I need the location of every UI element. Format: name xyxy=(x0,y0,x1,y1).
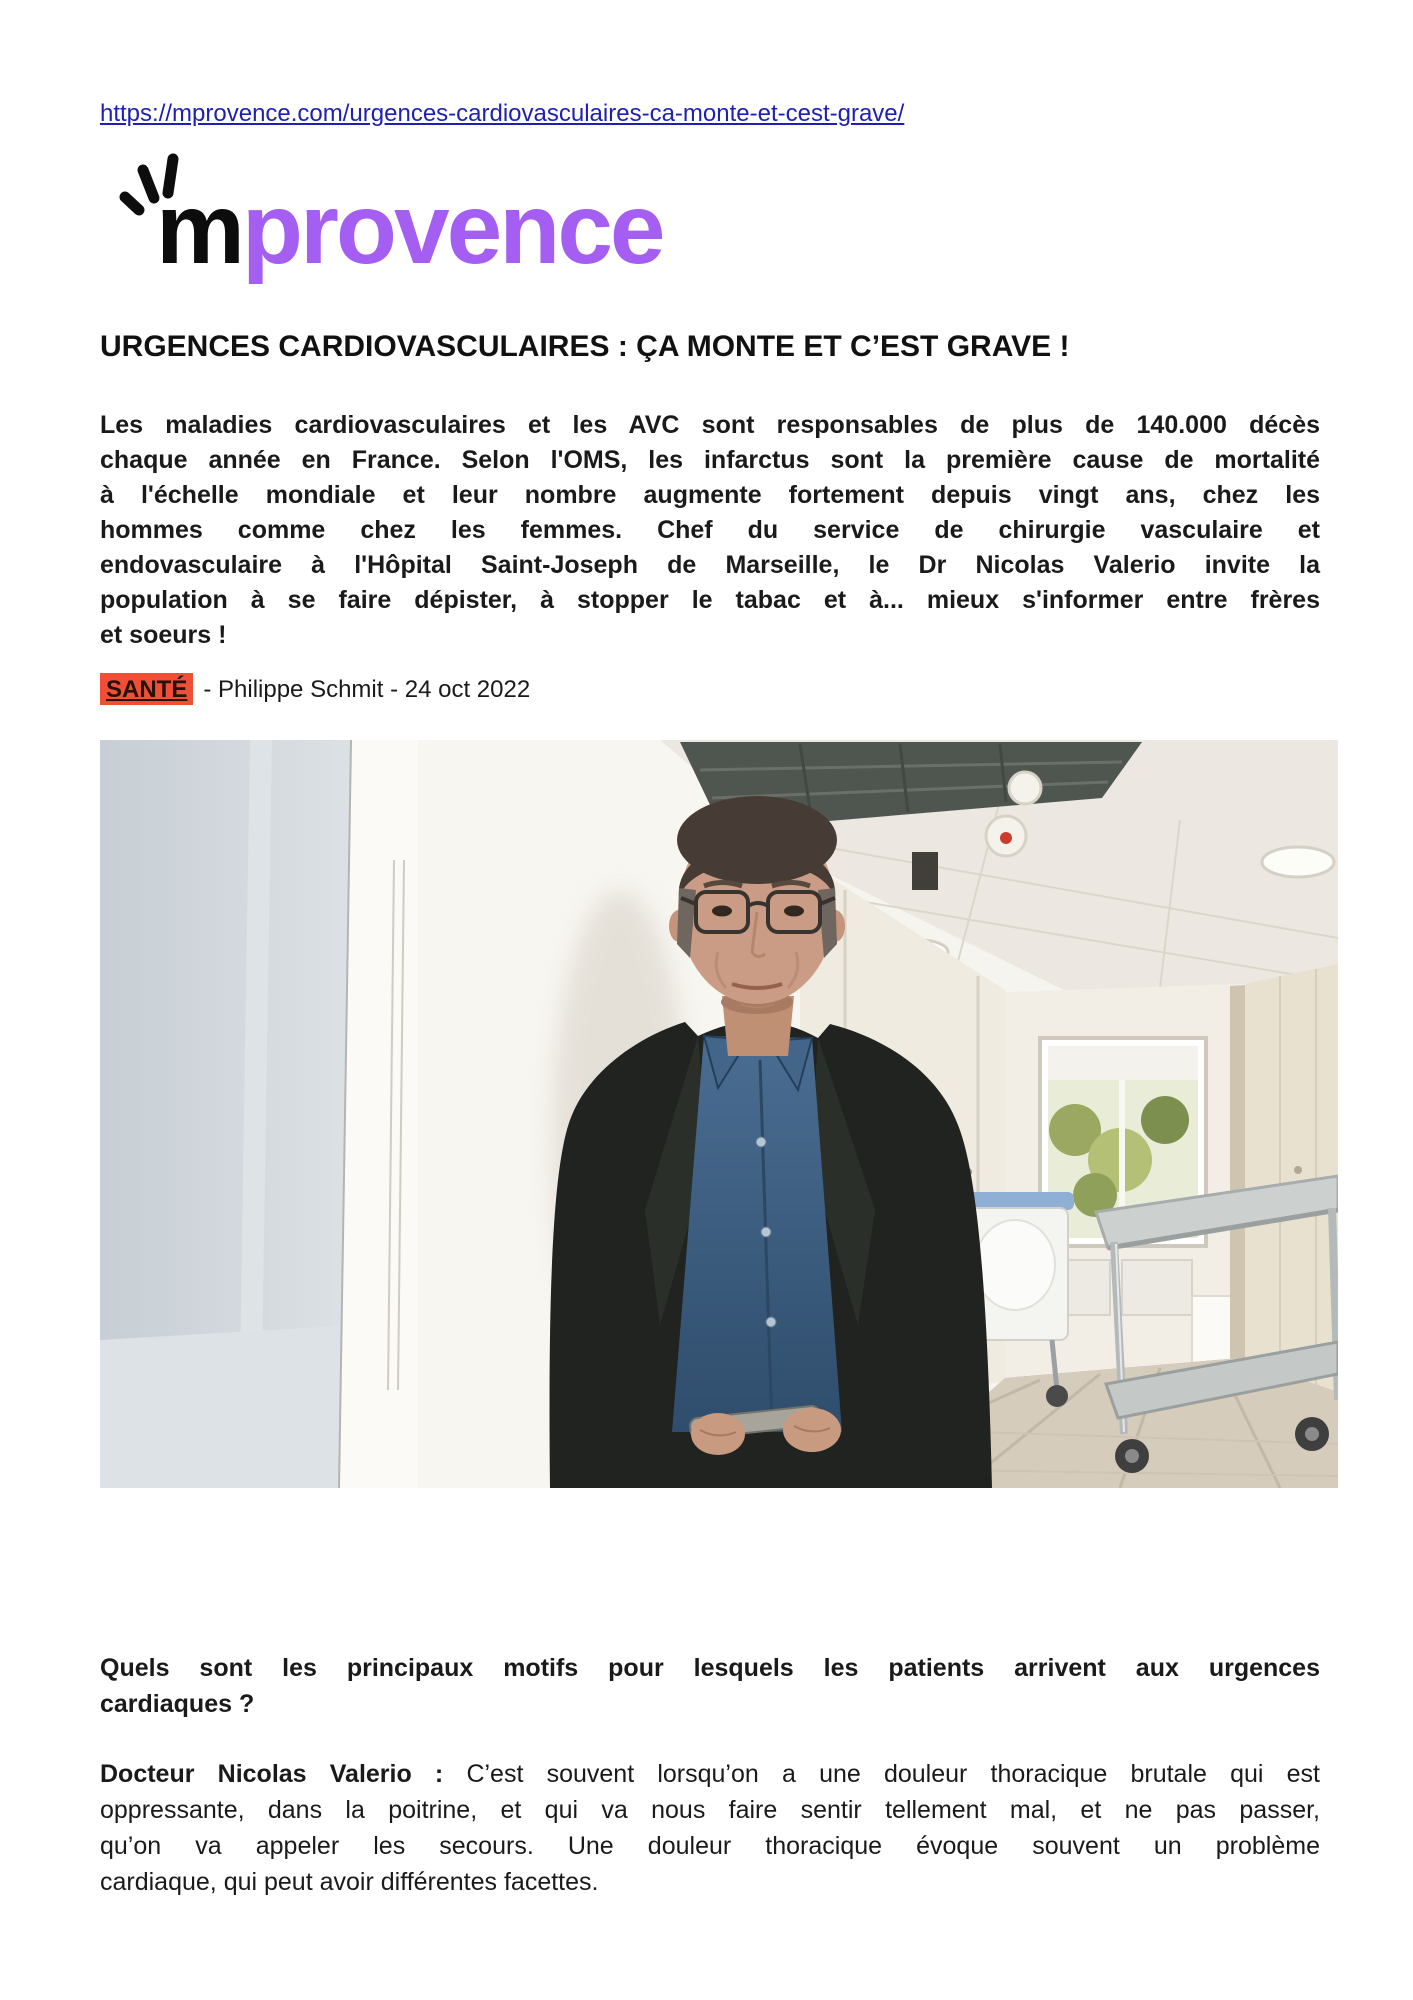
article-photo xyxy=(100,740,1338,1488)
interview-question: Quels sont les principaux motifs pour lesquels les patients arrivent aux urgences cardiaques ? xyxy=(100,1654,1320,1718)
article-url-link[interactable]: https://mprovence.com/urgences-cardiovasculaires-ca-monte-et-cest-grave/ xyxy=(100,100,905,127)
category-badge[interactable]: SANTÉ xyxy=(100,673,193,705)
byline-text: - Philippe Schmit - 24 oct 2022 xyxy=(203,676,531,703)
hospital-corridor-photo xyxy=(100,740,1338,1488)
answer-speaker-label: Docteur Nicolas Valerio : xyxy=(100,1760,444,1788)
logo-provence-text: provence xyxy=(241,173,663,285)
mprovence-logo[interactable] xyxy=(100,143,740,285)
left-wall xyxy=(100,740,352,1488)
logo-letter-m: m xyxy=(156,173,242,285)
answer-rest: oppressante, dans la poitrine, et qui va nous faire sentir tellement mal, et ne pas passer, qu’on va appeler les secours. Une douleur thoracique évoque souvent un problème cardiaque, qui peut avoir différentes facettes. xyxy=(100,1796,1320,1896)
article-headline: URGENCES CARDIOVASCULAIRES : ÇA MONTE ET C’EST GRAVE ! xyxy=(100,330,1070,363)
answer-first-line-text: C’est souvent lorsqu’on a une douleur thoracique brutale qui est xyxy=(466,1760,1320,1788)
interview-answer xyxy=(100,1756,1320,1900)
logo-wordmark xyxy=(156,173,663,285)
byline-row xyxy=(100,676,530,704)
answer-first-line xyxy=(100,1756,1320,1792)
intro-paragraph: Les maladies cardiovasculaires et les AVC sont responsables de plus de 140.000 décès chaque année en France. Selon l'OMS, les infarctus sont la première cause de mortalité à l'échelle mondiale et leur nombre augmente fortement depuis vingt ans, chez les hommes comme chez les femmes. Chef du service de chirurgie vasculaire et endovasculaire à l'Hôpital Saint-Joseph de Marseille, le Dr Nicolas Valerio invite la population à se faire dépister, à stopper le tabac et à... mieux s'informer entre frères et soeurs ! xyxy=(100,411,1320,649)
